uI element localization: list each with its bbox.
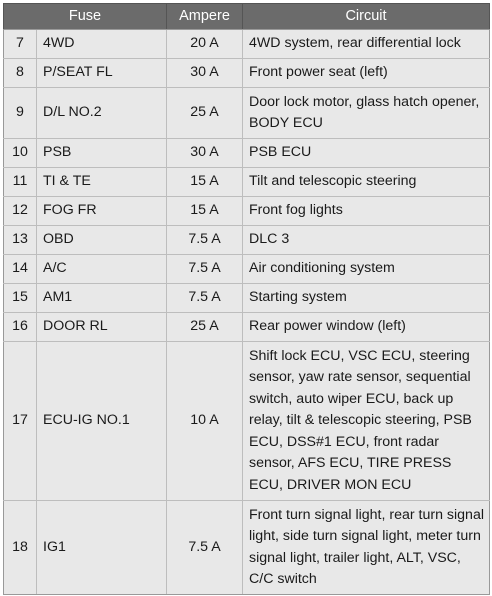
fuse-ampere: 10 A (167, 342, 243, 501)
fuse-number: 14 (4, 255, 37, 284)
header-fuse: Fuse (4, 4, 167, 30)
fuse-name: P/SEAT FL (37, 59, 167, 88)
fuse-name: FOG FR (37, 197, 167, 226)
fuse-ampere: 7.5 A (167, 226, 243, 255)
table-row (4, 30, 490, 59)
table-row (4, 139, 490, 168)
fuse-circuit: Tilt and telescopic steering (243, 168, 490, 197)
fuse-name: A/C (37, 255, 167, 284)
fuse-ampere: 15 A (167, 197, 243, 226)
fuse-name: 4WD (37, 30, 167, 59)
fuse-circuit: Air conditioning system (243, 255, 490, 284)
fuse-circuit: Front fog lights (243, 197, 490, 226)
table-row (4, 255, 490, 284)
fuse-circuit: PSB ECU (243, 139, 490, 168)
fuse-name: AM1 (37, 284, 167, 313)
fuse-number: 17 (4, 342, 37, 501)
fuse-number: 9 (4, 88, 37, 139)
fuse-circuit: Front turn signal light, rear turn signal light, side turn signal light, meter turn signal light, trailer light, ALT, VSC, C/C switch (243, 501, 490, 595)
fuse-number: 11 (4, 168, 37, 197)
fuse-ampere: 7.5 A (167, 501, 243, 595)
fuse-ampere: 25 A (167, 313, 243, 342)
fuse-circuit: Shift lock ECU, VSC ECU, steering sensor, yaw rate sensor, sequential switch, auto wiper ECU, back up relay, tilt & telescopic steering, PSB ECU, DSS#1 ECU, front radar sensor, AFS ECU, TIRE PRESS ECU, DRIVER MON ECU (243, 342, 490, 501)
table-row (4, 168, 490, 197)
table-row (4, 342, 490, 501)
table-row (4, 59, 490, 88)
fuse-name: PSB (37, 139, 167, 168)
fuse-number: 12 (4, 197, 37, 226)
fuse-name: D/L NO.2 (37, 88, 167, 139)
fuse-ampere: 30 A (167, 59, 243, 88)
header-row (4, 4, 490, 30)
fuse-number: 13 (4, 226, 37, 255)
table-row (4, 284, 490, 313)
fuse-name: DOOR RL (37, 313, 167, 342)
fuse-ampere: 7.5 A (167, 255, 243, 284)
fuse-number: 18 (4, 501, 37, 595)
table-row (4, 313, 490, 342)
fuse-ampere: 7.5 A (167, 284, 243, 313)
fuse-ampere: 25 A (167, 88, 243, 139)
fuse-name: IG1 (37, 501, 167, 595)
fuse-name: TI & TE (37, 168, 167, 197)
fuse-number: 8 (4, 59, 37, 88)
table-row (4, 226, 490, 255)
header-circuit: Circuit (243, 4, 490, 30)
fuse-ampere: 20 A (167, 30, 243, 59)
fuse-circuit: Door lock motor, glass hatch opener, BODY ECU (243, 88, 490, 139)
fuse-circuit: Front power seat (left) (243, 59, 490, 88)
fuse-number: 7 (4, 30, 37, 59)
fuse-table (3, 3, 490, 595)
fuse-ampere: 15 A (167, 168, 243, 197)
fuse-number: 15 (4, 284, 37, 313)
fuse-name: OBD (37, 226, 167, 255)
table-row (4, 501, 490, 595)
fuse-number: 16 (4, 313, 37, 342)
fuse-circuit: DLC 3 (243, 226, 490, 255)
fuse-circuit: Rear power window (left) (243, 313, 490, 342)
table-row (4, 88, 490, 139)
table-row (4, 197, 490, 226)
fuse-circuit: 4WD system, rear differential lock (243, 30, 490, 59)
header-ampere: Ampere (167, 4, 243, 30)
fuse-ampere: 30 A (167, 139, 243, 168)
fuse-name: ECU-IG NO.1 (37, 342, 167, 501)
fuse-number: 10 (4, 139, 37, 168)
fuse-circuit: Starting system (243, 284, 490, 313)
